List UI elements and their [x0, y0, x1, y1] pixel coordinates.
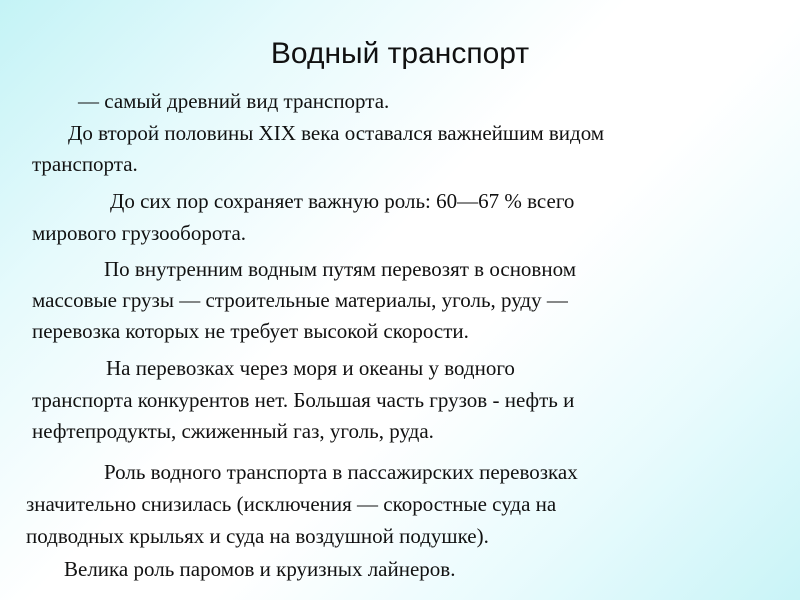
text-line: Роль водного транспорта в пассажирских перевозках — [104, 460, 578, 484]
text-line: На перевозках через моря и океаны у водного — [106, 356, 515, 380]
text-line: транспорта конкурентов нет. Большая часть грузов - нефть и — [32, 388, 575, 412]
text-line: До сих пор сохраняет важную роль: 60—67 % всего — [110, 189, 575, 213]
text-line: нефтепродукты, сжиженный газ, уголь, руда. — [32, 419, 434, 443]
text-line: массовые грузы — строительные материалы, уголь, руду — — [32, 288, 568, 312]
text-line: транспорта. — [32, 152, 138, 176]
text-line: значительно снизилась (исключения — скоростные суда на — [26, 492, 557, 516]
text-line: Велика роль паромов и круизных лайнеров. — [64, 557, 456, 581]
text-line: До второй половины XIX века оставался важнейшим видом — [68, 121, 605, 145]
text-line: перевозка которых не требует высокой скорости. — [32, 319, 469, 343]
text-line: По внутренним водным путям перевозят в основном — [104, 257, 576, 281]
text-line: мирового грузооборота. — [32, 221, 247, 245]
text-line: подводных крыльях и суда на воздушной подушке). — [26, 524, 489, 548]
text-line: — самый древний вид транспорта. — [78, 89, 390, 113]
slide-title: Водный транспорт — [270, 37, 530, 70]
